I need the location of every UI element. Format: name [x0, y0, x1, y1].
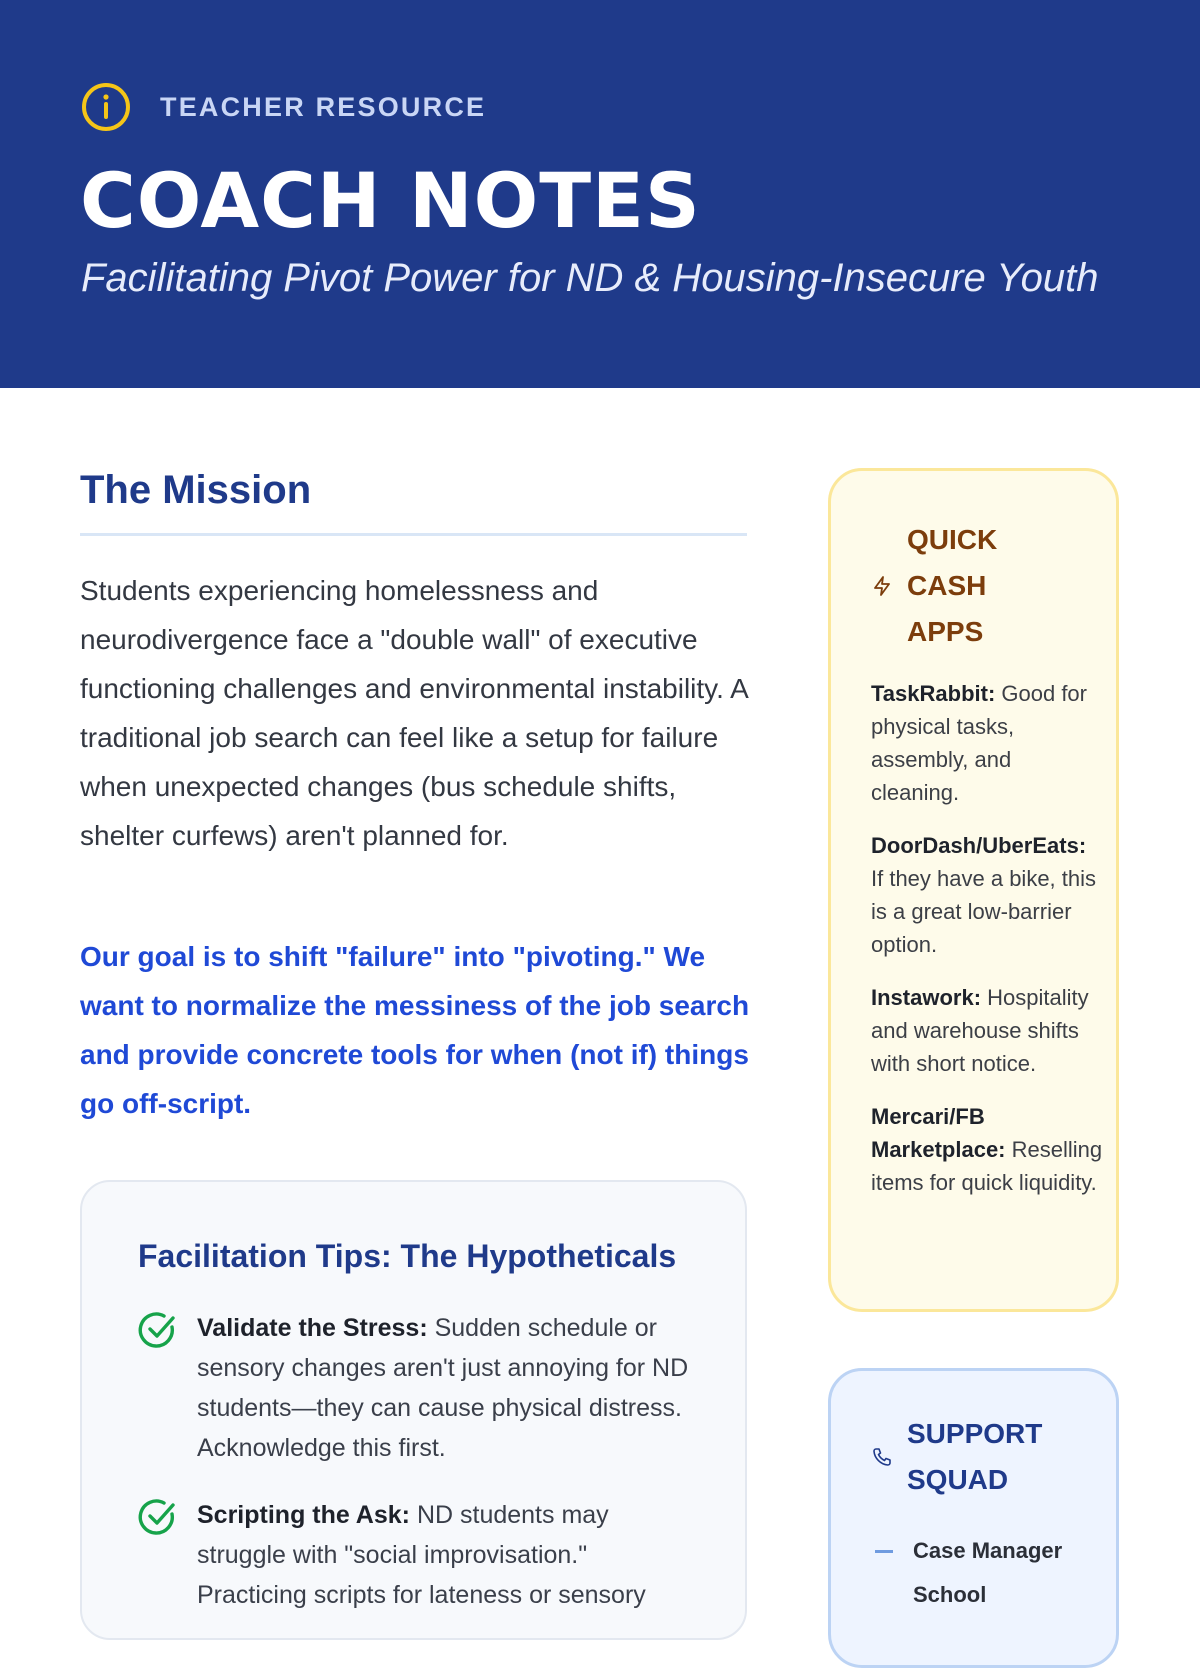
check-circle-icon: [138, 1310, 178, 1350]
support-squad-card: [828, 1368, 1119, 1668]
card-title: SUPPORT SQUAD: [907, 1418, 1043, 1495]
tip-text: [197, 1308, 697, 1468]
card-title: QUICK CASH APPS: [907, 524, 998, 647]
dash-bullet: [875, 1550, 893, 1553]
app-name: Instawork:: [871, 985, 982, 1010]
facilitation-tips-card: [80, 1180, 747, 1640]
divider: [80, 533, 747, 536]
app-name: Mercari/FB Marketplace:: [871, 1104, 1006, 1162]
phone-icon: [871, 1446, 893, 1468]
list-item: [875, 1529, 1105, 1573]
contact-label: School: [913, 1582, 987, 1607]
tip-body: ND students may struggle with "social improvisation." Practicing scripts for lateness or sensory: [197, 1501, 646, 1609]
tip-label: Validate the Stress:: [197, 1314, 428, 1342]
tip-text: [197, 1495, 697, 1615]
list-item: [871, 1100, 1103, 1199]
tips-heading: Facilitation Tips: The Hypotheticals: [138, 1238, 677, 1274]
eyebrow-label: TEACHER RESOURCE: [160, 91, 487, 122]
app-description: Good for physical tasks, assembly, and cleaning.: [871, 681, 1087, 805]
app-description: Reselling items for quick liquidity.: [871, 1137, 1103, 1195]
support-squad-list: [875, 1529, 1105, 1617]
list-item: [871, 829, 1103, 961]
page-title: COACH NOTES: [80, 156, 701, 245]
mission-heading: The Mission: [80, 468, 312, 512]
info-icon: [81, 82, 131, 132]
quick-cash-apps-card: [828, 468, 1119, 1312]
app-description: Hospitality and warehouse shifts with short notice.: [871, 985, 1089, 1076]
eyebrow: [81, 82, 486, 132]
app-name: TaskRabbit:: [871, 681, 996, 706]
tip-label: Scripting the Ask:: [197, 1501, 410, 1529]
mission-goal: Our goal is to shift "failure" into "pivoting." We want to normalize the messiness of the job search and provide concrete tools for when (not if) things go off-script.: [80, 941, 750, 1119]
app-name: DoorDash/UberEats:: [871, 833, 1087, 858]
mission-body: Students experiencing homelessness and neurodivergence face a "double wall" of executive functioning challenges and environmental instability. A traditional job search can feel like a setup for failure when unexpected changes (bus schedule shifts, shelter curfews) aren't planned for.: [80, 575, 748, 851]
app-description: If they have a bike, this is a great low-barrier option.: [871, 866, 1097, 957]
card-header: [871, 517, 1027, 655]
contact-label: Case Manager: [913, 1538, 1063, 1563]
page-subtitle: Facilitating Pivot Power for ND & Housing-Insecure Youth: [81, 256, 1099, 300]
list-item: [871, 981, 1103, 1080]
card-header: [871, 1411, 1077, 1503]
list-item: [871, 677, 1103, 809]
check-circle-icon: [138, 1497, 178, 1537]
tip-body: Sudden schedule or sensory changes aren't just annoying for ND students—they can cause physical distress. Acknowledge this first.: [197, 1314, 689, 1462]
header-banner: [0, 0, 1200, 388]
list-item: [875, 1573, 1105, 1617]
lightning-icon: [871, 575, 893, 597]
cash-apps-list: [871, 677, 1103, 1219]
